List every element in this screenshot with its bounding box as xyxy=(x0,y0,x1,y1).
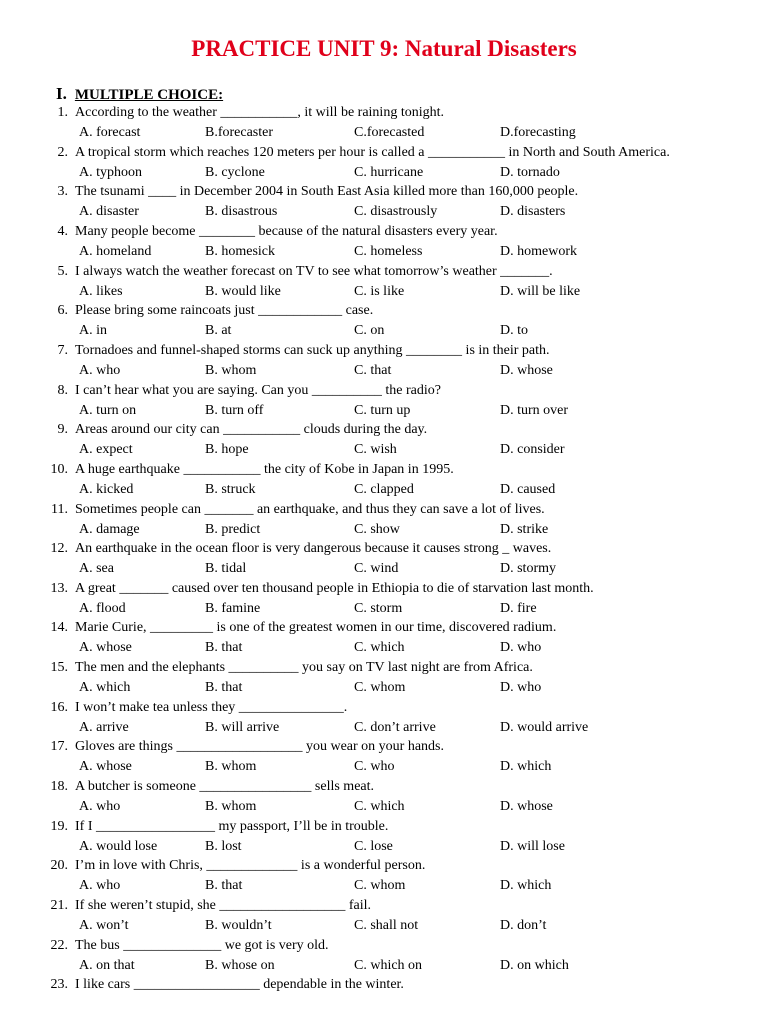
question-item xyxy=(0,779,768,819)
section-heading xyxy=(56,84,223,104)
section-number: I. xyxy=(56,84,67,103)
question-number: 20. xyxy=(50,858,68,874)
answer-option-c: C. turn up xyxy=(354,402,411,418)
answer-option-b: B. famine xyxy=(205,600,261,616)
question-number: 12. xyxy=(50,541,68,557)
answer-option-d: D. who xyxy=(500,640,542,656)
answer-option-b: B. whom xyxy=(205,799,257,815)
question-text: The tsunami ____ in December 2004 in South East Asia killed more than 160,000 people. xyxy=(75,184,579,200)
answer-option-c: C. don’t arrive xyxy=(354,719,436,735)
question-item xyxy=(0,303,768,343)
answer-option-c: C. hurricane xyxy=(354,164,424,180)
answer-option-a: A. which xyxy=(79,680,131,696)
answer-option-d: D. fire xyxy=(500,600,537,616)
answer-option-d: D. on which xyxy=(500,957,569,973)
question-item xyxy=(0,145,768,185)
question-text: The bus ______________ we got is very old. xyxy=(75,937,329,953)
answer-option-d: D. which xyxy=(500,878,552,894)
answer-option-c: C. shall not xyxy=(354,918,419,933)
question-item xyxy=(0,938,768,978)
answer-option-b: B. lost xyxy=(205,838,242,854)
question-number: 6. xyxy=(57,303,68,319)
question-number: 17. xyxy=(50,739,68,755)
answer-option-c: C. which xyxy=(354,640,405,656)
answer-option-c: C. whom xyxy=(354,680,406,696)
question-text: A great _______ caused over ten thousand people in Ethiopia to die of starvation last month. xyxy=(75,580,594,596)
question-text: A tropical storm which reaches 120 meters per hour is called a ___________ in North and South America. xyxy=(75,144,670,160)
answer-option-b: B.forecaster xyxy=(205,125,274,140)
answer-option-a: A. in xyxy=(79,323,107,339)
answer-option-a: A. forecast xyxy=(79,125,141,140)
answer-option-d: D. disasters xyxy=(500,204,566,220)
question-item xyxy=(0,462,768,502)
answer-option-c: C. clapped xyxy=(354,481,414,497)
question-number: 3. xyxy=(57,184,68,200)
answer-option-d: D. tornado xyxy=(500,164,560,180)
answer-option-c: C. whom xyxy=(354,878,406,894)
answer-option-d: D. strike xyxy=(500,521,549,537)
answer-option-a: A. damage xyxy=(79,521,140,537)
question-number: 8. xyxy=(57,382,68,398)
answer-option-c: C.forecasted xyxy=(354,125,425,140)
question-item xyxy=(0,581,768,621)
answer-option-a: A. whose xyxy=(79,759,132,775)
answer-option-d: D. don’t xyxy=(500,918,547,933)
question-number: 22. xyxy=(50,937,68,953)
answer-option-a: A. expect xyxy=(79,442,133,458)
answer-option-c: C. which xyxy=(354,799,405,815)
answer-option-c: C. storm xyxy=(354,600,403,616)
answer-option-b: B. that xyxy=(205,878,243,894)
question-item xyxy=(0,541,768,581)
question-number: 1. xyxy=(57,105,68,120)
answer-option-c: C. is like xyxy=(354,283,405,299)
answer-option-c: C. lose xyxy=(354,838,393,854)
question-number: 11. xyxy=(51,501,68,517)
question-number: 15. xyxy=(50,660,68,676)
question-item xyxy=(0,343,768,383)
answer-option-a: A. would lose xyxy=(79,838,158,854)
question-item xyxy=(0,620,768,660)
answer-option-a: A. whose xyxy=(79,640,132,656)
question-text: I won’t make tea unless they _______________. xyxy=(75,699,348,715)
answer-option-a: A. who xyxy=(79,362,121,378)
answer-option-c: C. which on xyxy=(354,957,423,973)
answer-option-c: C. on xyxy=(354,323,385,339)
answer-option-b: B. whose on xyxy=(205,957,275,973)
answer-option-d: D. which xyxy=(500,759,552,775)
answer-option-d: D. turn over xyxy=(500,402,569,418)
answer-option-d: D. whose xyxy=(500,799,553,815)
question-number: 9. xyxy=(57,422,68,438)
question-text: If she weren’t stupid, she __________________ fail. xyxy=(75,898,372,913)
question-number: 13. xyxy=(50,580,68,596)
question-item xyxy=(0,105,768,145)
answer-option-a: A. who xyxy=(79,799,121,815)
answer-option-d: D. consider xyxy=(500,442,565,458)
answer-option-c: C. who xyxy=(354,759,395,775)
question-number: 19. xyxy=(50,818,68,834)
question-item xyxy=(0,858,768,898)
question-number: 21. xyxy=(50,898,68,913)
answer-option-b: B. disastrous xyxy=(205,204,278,220)
answer-option-a: A. arrive xyxy=(79,719,129,735)
question-number: 5. xyxy=(57,263,68,279)
question-number: 14. xyxy=(50,620,68,636)
page-title: PRACTICE UNIT 9: Natural Disasters xyxy=(191,36,577,61)
answer-option-c: C. show xyxy=(354,521,400,537)
question-text: A butcher is someone ________________ sells meat. xyxy=(75,779,375,795)
question-item xyxy=(0,184,768,224)
answer-option-c: C. homeless xyxy=(354,243,423,259)
answer-option-b: B. wouldn’t xyxy=(205,918,272,933)
question-text: According to the weather ___________, it will be raining tonight. xyxy=(75,105,444,120)
question-number: 2. xyxy=(57,144,68,160)
answer-option-a: A. disaster xyxy=(79,204,139,220)
question-item xyxy=(0,502,768,542)
answer-option-b: B. would like xyxy=(205,283,281,299)
answer-option-d: D. will lose xyxy=(500,838,565,854)
question-item xyxy=(0,660,768,700)
answer-option-b: B. at xyxy=(205,323,232,339)
question-item xyxy=(0,898,768,938)
answer-option-a: A. homeland xyxy=(79,243,152,259)
question-text: Please bring some raincoats just ____________ case. xyxy=(75,303,374,319)
answer-option-c: C. wish xyxy=(354,442,397,458)
question-text: I can’t hear what you are saying. Can you __________ the radio? xyxy=(75,382,441,398)
answer-option-c: C. that xyxy=(354,362,392,378)
question-item xyxy=(0,977,768,1017)
question-item xyxy=(0,264,768,304)
answer-option-d: D. homework xyxy=(500,243,577,259)
question-text: A huge earthquake ___________ the city of Kobe in Japan in 1995. xyxy=(75,461,454,477)
answer-option-a: A. sea xyxy=(79,561,114,577)
question-number: 16. xyxy=(50,699,68,715)
question-text: Sometimes people can _______ an earthquake, and thus they can save a lot of lives. xyxy=(75,501,545,517)
question-number: 10. xyxy=(50,461,68,477)
section-label: MULTIPLE CHOICE: xyxy=(74,87,224,103)
answer-option-c: C. disastrously xyxy=(354,204,438,220)
answer-option-a: A. who xyxy=(79,878,121,894)
question-text: I always watch the weather forecast on TV to see what tomorrow’s weather _______. xyxy=(75,263,553,279)
answer-option-d: D. caused xyxy=(500,481,556,497)
answer-option-a: A. flood xyxy=(79,600,126,616)
answer-option-d: D. stormy xyxy=(500,561,556,577)
answer-option-b: B. homesick xyxy=(205,243,275,259)
question-text: An earthquake in the ocean floor is very dangerous because it causes strong _ waves. xyxy=(75,541,552,557)
answer-option-d: D. to xyxy=(500,323,528,339)
question-text: If I _________________ my passport, I’ll be in trouble. xyxy=(75,818,389,834)
question-number: 23. xyxy=(50,977,68,993)
answer-option-d: D. will be like xyxy=(500,283,581,299)
answer-option-a: A. typhoon xyxy=(79,164,142,180)
answer-option-b: B. turn off xyxy=(205,402,264,418)
question-text: I’m in love with Chris, _____________ is a wonderful person. xyxy=(75,858,426,874)
question-text: Tornadoes and funnel-shaped storms can suck up anything ________ is in their path. xyxy=(75,342,550,358)
question-text: Areas around our city can ___________ clouds during the day. xyxy=(75,422,428,438)
answer-option-a: A. likes xyxy=(79,283,123,299)
answer-option-b: B. whom xyxy=(205,759,257,775)
question-item xyxy=(0,224,768,264)
answer-option-b: B. that xyxy=(205,680,243,696)
answer-option-b: B. whom xyxy=(205,362,257,378)
question-item xyxy=(0,739,768,779)
question-text: Many people become ________ because of the natural disasters every year. xyxy=(75,223,498,239)
question-text: The men and the elephants __________ you say on TV last night are from Africa. xyxy=(75,660,533,676)
answer-option-d: D. who xyxy=(500,680,542,696)
answer-option-b: B. that xyxy=(205,640,243,656)
question-item xyxy=(0,819,768,859)
answer-option-c: C. wind xyxy=(354,561,399,577)
question-item xyxy=(0,700,768,740)
answer-option-b: B. tidal xyxy=(205,561,247,577)
answer-option-b: B. will arrive xyxy=(205,719,280,735)
question-number: 7. xyxy=(57,342,68,358)
answer-option-b: B. predict xyxy=(205,521,261,537)
answer-option-b: B. cyclone xyxy=(205,164,265,180)
answer-option-a: A. kicked xyxy=(79,481,134,497)
question-text: I like cars __________________ dependable in the winter. xyxy=(75,977,404,993)
question-text: Gloves are things __________________ you wear on your hands. xyxy=(75,739,445,755)
answer-option-b: B. struck xyxy=(205,481,256,497)
answer-option-a: A. won’t xyxy=(79,918,129,933)
answer-option-d: D.forecasting xyxy=(500,125,576,140)
question-number: 4. xyxy=(57,223,68,239)
answer-option-a: A. on that xyxy=(79,957,135,973)
answer-option-d: D. whose xyxy=(500,362,553,378)
question-item xyxy=(0,422,768,462)
question-text: Marie Curie, _________ is one of the greatest women in our time, discovered radium. xyxy=(75,620,557,636)
answer-option-b: B. hope xyxy=(205,442,249,458)
question-number: 18. xyxy=(50,779,68,795)
question-item xyxy=(0,383,768,423)
answer-option-a: A. turn on xyxy=(79,402,137,418)
answer-option-d: D. would arrive xyxy=(500,719,589,735)
